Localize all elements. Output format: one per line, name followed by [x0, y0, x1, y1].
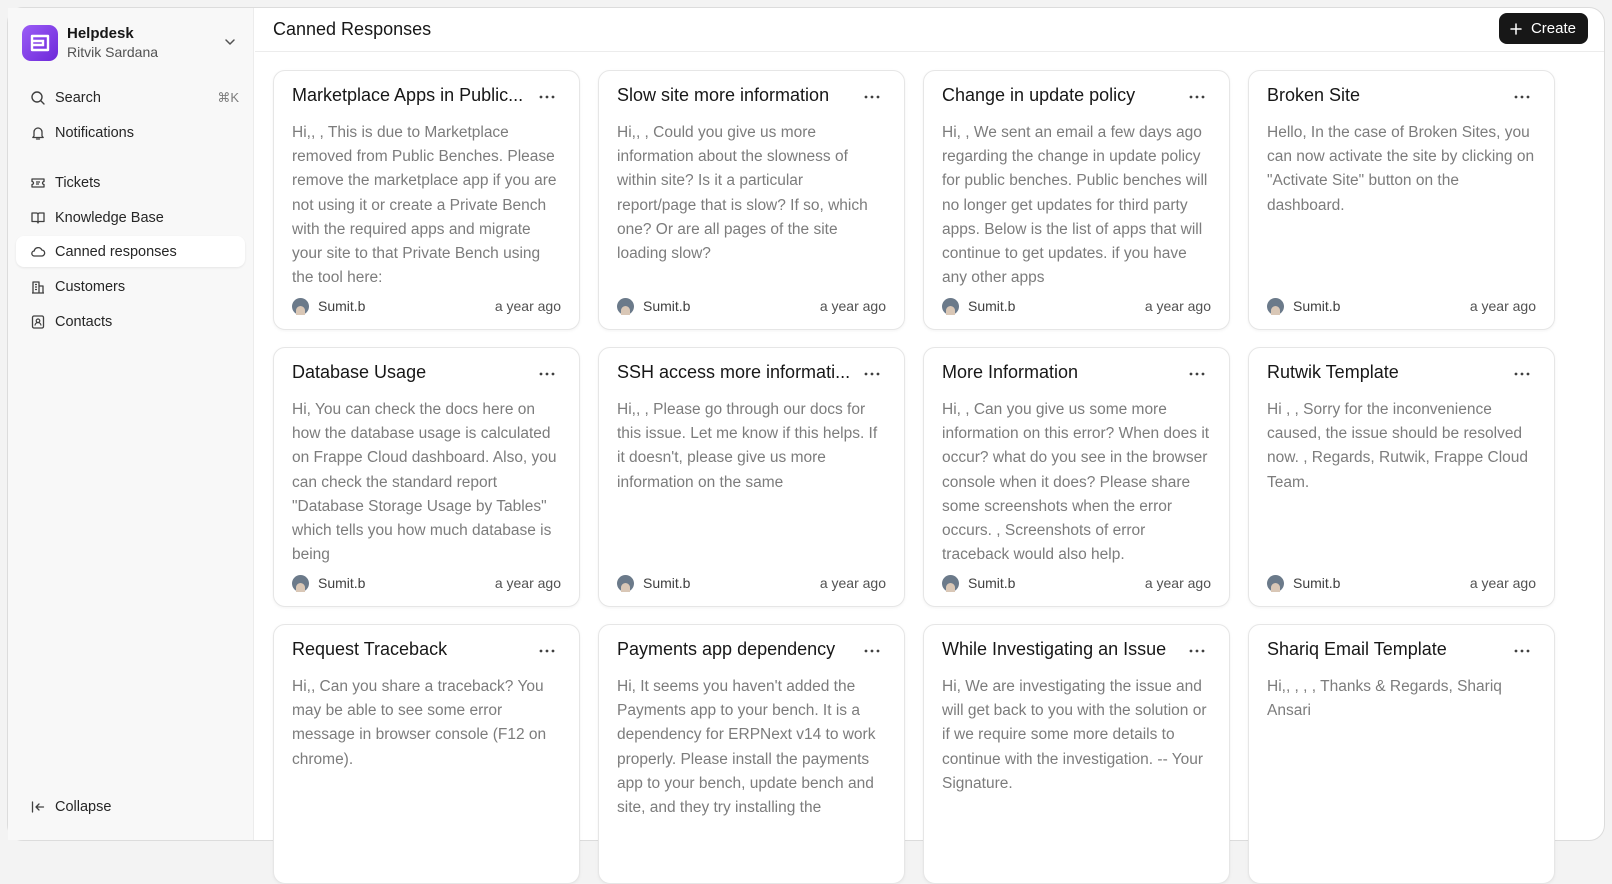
card-title: Rutwik Template: [1267, 362, 1399, 382]
avatar: [942, 575, 959, 592]
canned-response-card[interactable]: [923, 70, 1230, 330]
card-body: Hi, , Can you give us some more information on this error? When does it occur? what do you see in the browser console when it does? Please share some screenshots when the error occurs. , Screenshots of error traceback would also help.: [942, 401, 1210, 564]
card-author: Sumit.b: [968, 298, 1016, 314]
card-author: Sumit.b: [318, 575, 366, 591]
sidebar-item-label: Contacts: [55, 313, 113, 330]
more-options-icon[interactable]: [1187, 364, 1207, 384]
card-title: Shariq Email Template: [1267, 639, 1447, 659]
canned-response-card[interactable]: [923, 624, 1230, 884]
book-icon: [29, 209, 47, 227]
sidebar-item-label: Search: [55, 89, 101, 106]
card-body: Hi, , We sent an email a few days ago regarding the change in update policy for public benches. Public benches will no longer get updates for third party apps. Below is the list of apps that will continue to get updates. if you have any other apps: [942, 124, 1208, 287]
card-author: Sumit.b: [1293, 575, 1341, 591]
card-title: More Information: [942, 362, 1079, 382]
card-footer: [292, 296, 561, 316]
canned-response-card[interactable]: [598, 624, 905, 884]
sidebar-item-canned-responses[interactable]: [16, 236, 245, 267]
collapse-label: Collapse: [55, 798, 112, 815]
more-options-icon[interactable]: [1512, 364, 1532, 384]
more-options-icon[interactable]: [537, 87, 557, 107]
card-footer: [1267, 296, 1536, 316]
card-title: Marketplace Apps in Public...: [292, 85, 524, 105]
more-options-icon[interactable]: [862, 641, 882, 661]
card-author: Sumit.b: [643, 298, 691, 314]
avatar: [617, 575, 634, 592]
sidebar-item-customers[interactable]: [16, 271, 245, 302]
page-title: Canned Responses: [273, 19, 432, 39]
card-author: Sumit.b: [643, 575, 691, 591]
card-body: Hi,, , Please go through our docs for this issue. Let me know if this helps. If it doesn't, please give us more information on the same: [617, 401, 878, 491]
card-timestamp: a year ago: [494, 298, 561, 314]
card-footer: [292, 573, 561, 593]
canned-response-card[interactable]: [273, 70, 580, 330]
card-timestamp: a year ago: [1144, 298, 1211, 314]
card-title: Request Traceback: [292, 639, 448, 659]
card-body: Hi,, , This is due to Marketplace removed from Public Benches. Please remove the marketplace app if you are not using it or create a Private Bench with the required apps and migrate your site to that Private Bench using the tool here:: [292, 124, 557, 287]
canned-response-card[interactable]: [598, 347, 905, 607]
canned-response-card[interactable]: [1248, 624, 1555, 884]
avatar: [292, 298, 309, 315]
card-author: Sumit.b: [318, 298, 366, 314]
card-title: While Investigating an Issue: [942, 639, 1167, 659]
card-body: Hi,, , Could you give us more information about the slowness of within site? Is it a particular report/page that is slow? If so, which one? Or are all pages of the site loading slow?: [617, 124, 868, 263]
main-content: [255, 8, 1604, 840]
sidebar-item-label: Knowledge Base: [55, 209, 164, 226]
avatar: [1267, 575, 1284, 592]
more-options-icon[interactable]: [1512, 87, 1532, 107]
card-title: Change in update policy: [942, 85, 1136, 105]
create-button[interactable]: [1499, 13, 1588, 44]
collapse-icon: [29, 798, 47, 816]
card-footer: [942, 296, 1211, 316]
avatar: [1267, 298, 1284, 315]
helpdesk-logo-icon: [22, 25, 58, 61]
search-icon: [29, 89, 47, 107]
page-header: [255, 8, 1604, 52]
more-options-icon[interactable]: [1187, 641, 1207, 661]
more-options-icon[interactable]: [537, 641, 557, 661]
sidebar-item-label: Notifications: [55, 124, 134, 141]
card-timestamp: a year ago: [1469, 298, 1536, 314]
cloud-icon: [29, 243, 47, 261]
card-body: Hi,, , , , Thanks & Regards, Shariq Ansari: [1267, 678, 1502, 720]
card-timestamp: a year ago: [1144, 575, 1211, 591]
card-title: Slow site more information: [617, 85, 830, 105]
avatar: [292, 575, 309, 592]
bell-icon: [29, 124, 47, 142]
canned-response-card[interactable]: [273, 347, 580, 607]
sidebar-item-knowledge-base[interactable]: [16, 202, 245, 233]
canned-response-card[interactable]: [923, 347, 1230, 607]
plus-icon: [1509, 22, 1523, 36]
card-footer: [1267, 573, 1536, 593]
sidebar-item-label: Customers: [55, 278, 126, 295]
search-shortcut: ⌘K: [217, 89, 239, 105]
card-body: Hi,, Can you share a traceback? You may be able to see some error message in browser console (F12 on chrome).: [292, 678, 547, 768]
sidebar-item-label: Tickets: [55, 174, 101, 191]
card-body: Hi, It seems you haven't added the Payments app to your bench. It is a dependency for ERPNext v14 to work properly. Please install the payments app to your bench, update bench and site, and they try installing the: [617, 678, 876, 817]
card-author: Sumit.b: [968, 575, 1016, 591]
sidebar-item-notifications[interactable]: [16, 117, 245, 148]
app-window: [7, 7, 1605, 841]
card-title: Broken Site: [1267, 85, 1361, 105]
canned-response-card[interactable]: [598, 70, 905, 330]
sidebar-item-contacts[interactable]: [16, 306, 245, 337]
sidebar-item-label: Canned responses: [55, 243, 177, 260]
card-body: Hi, We are investigating the issue and will get back to you with the solution or if we require some more details to continue with the investigation. -- Your Signature.: [942, 678, 1207, 792]
card-timestamp: a year ago: [494, 575, 561, 591]
org-user: Ritvik Sardana: [67, 44, 159, 60]
avatar: [617, 298, 634, 315]
contact-icon: [29, 313, 47, 331]
card-title: Payments app dependency: [617, 639, 836, 659]
card-author: Sumit.b: [1293, 298, 1341, 314]
card-timestamp: a year ago: [819, 298, 886, 314]
sidebar: [8, 8, 254, 840]
more-options-icon[interactable]: [1187, 87, 1207, 107]
org-switcher[interactable]: [22, 20, 244, 66]
card-body: Hi , , Sorry for the inconvenience caused, the issue should be resolved now. , Regards, Rutwik, Frappe Cloud Team.: [1267, 401, 1529, 491]
ticket-icon: [29, 174, 47, 192]
card-title: Database Usage: [292, 362, 427, 382]
card-footer: [617, 296, 886, 316]
card-body: Hello, In the case of Broken Sites, you can now activate the site by clicking on "Activate Site" button on the dashboard.: [1267, 124, 1535, 214]
more-options-icon[interactable]: [862, 87, 882, 107]
sidebar-item-search[interactable]: [16, 82, 245, 113]
card-footer: [617, 573, 886, 593]
card-body: Hi, You can check the docs here on how the database usage is calculated on Frappe Cloud dashboard. Also, you can check the standard report "Database Storage Usage by Tables" which tells you how much database is being: [292, 401, 557, 564]
building-icon: [29, 278, 47, 296]
canned-response-card[interactable]: [1248, 347, 1555, 607]
chevron-down-icon: [222, 34, 238, 55]
more-options-icon[interactable]: [862, 364, 882, 384]
avatar: [942, 298, 959, 315]
more-options-icon[interactable]: [537, 364, 557, 384]
collapse-button[interactable]: [16, 791, 245, 822]
create-label: Create: [1530, 20, 1576, 37]
card-timestamp: a year ago: [1469, 575, 1536, 591]
card-footer: [942, 573, 1211, 593]
card-title: SSH access more informati...: [617, 362, 851, 382]
card-timestamp: a year ago: [819, 575, 886, 591]
sidebar-item-tickets[interactable]: [16, 167, 245, 198]
canned-response-card[interactable]: [273, 624, 580, 884]
canned-responses-grid: [273, 70, 1555, 884]
canned-response-card[interactable]: [1248, 70, 1555, 330]
more-options-icon[interactable]: [1512, 641, 1532, 661]
org-name: Helpdesk: [67, 25, 134, 42]
